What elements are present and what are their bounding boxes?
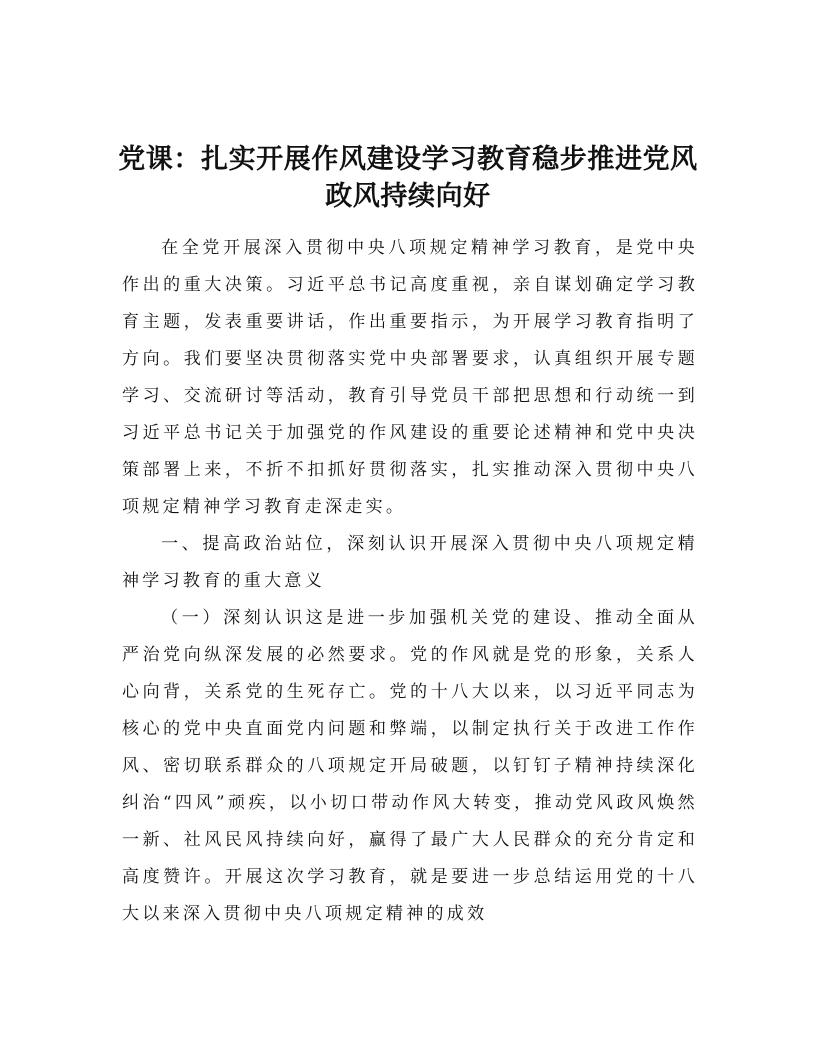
document-title: 党课：扎实开展作风建设学习教育稳步推进党风政风持续向好: [118, 144, 698, 212]
section-heading-1: 一、提高政治站位，深刻认识开展深入贯彻中央八项规定精神学习教育的重大意义: [122, 534, 698, 591]
paragraph-subsection-1: （一）深刻认识这是进一步加强机关党的建设、推动全面从严治党向纵深发展的必然要求。党的作风就是党的形象，关系人心向背，关系党的生死存亡。党的十八大以来，以习近平同志为核心的党中央直面党内问题和弊端，以制定执行关于改进工作作风、密切联系群众的八项规定开局破题，以钉钉子精神持续深化纠治“四风”顽疾，以小切口带动作风大转变，推动党风政风焕然一新、社风民风持续向好，赢得了最广大人民群众的充分肯定和高度赞许。开展这次学习教育，就是要进一步总结运用党的十八大以来深入贯彻中央八项规定精神的成效: [122, 608, 698, 924]
paragraph-intro: 在全党开展深入贯彻中央八项规定精神学习教育，是党中央作出的重大决策。习近平总书记高度重视，亲自谋划确定学习教育主题，发表重要讲话，作出重要指示，为开展学习教育指明了方向。我们要坚决贯彻落实党中央部署要求，认真组织开展专题学习、交流研讨等活动，教育引导党员干部把思想和行动统一到习近平总书记关于加强党的作风建设的重要论述精神和党中央决策部署上来，不折不扣抓好贯彻落实，扎实推动深入贯彻中央八项规定精神学习教育走深走实。: [122, 238, 698, 517]
document-body: [122, 230, 698, 933]
